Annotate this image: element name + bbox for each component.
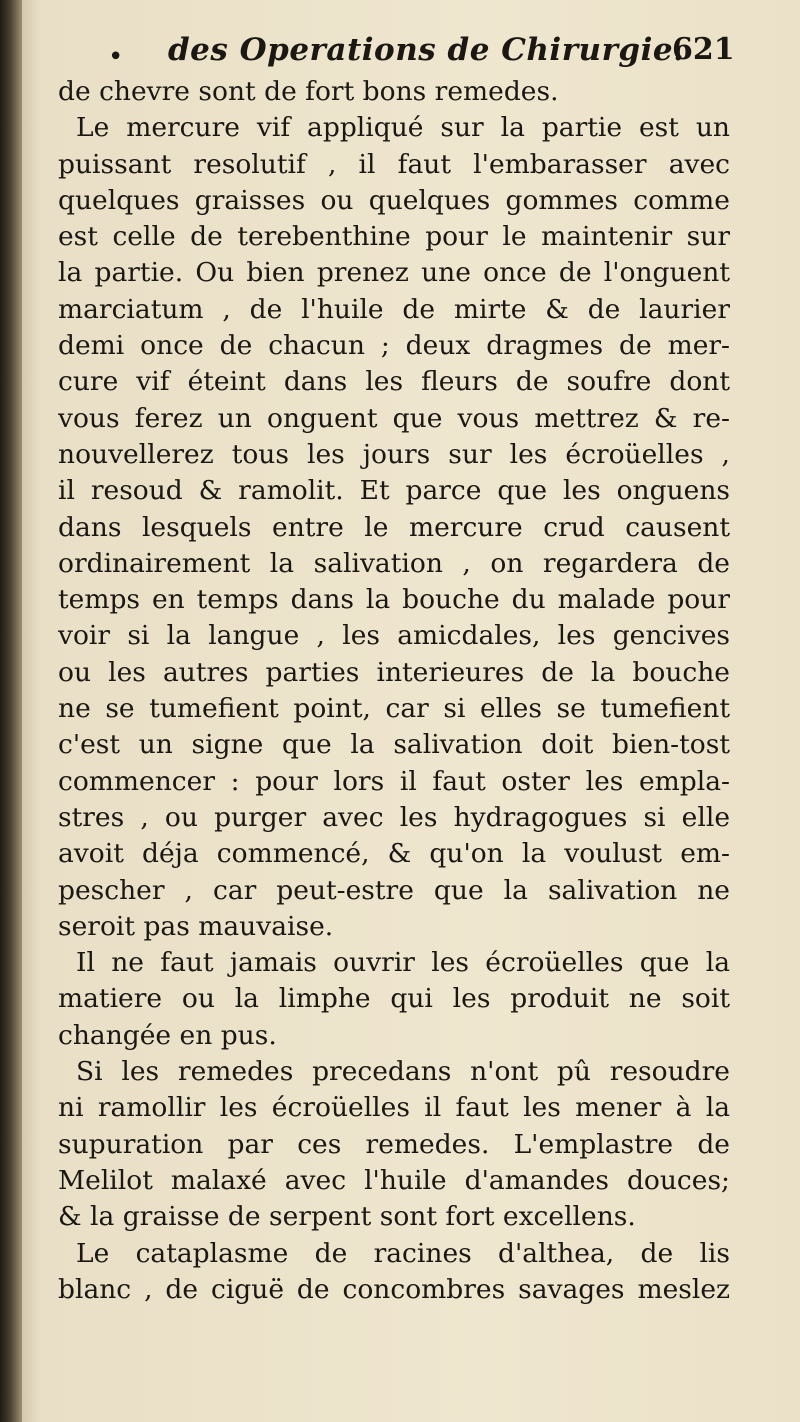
text-line: marciatum , de l'huile de mirte & de laurier bbox=[58, 293, 730, 325]
text-line: cure vif éteint dans les fleurs de soufre dont bbox=[58, 366, 730, 398]
text-line: Le mercure vif appliqué sur la partie est un bbox=[76, 112, 730, 144]
text-line: stres , ou purger avec les hydragogues si elle bbox=[58, 801, 730, 833]
text-line: quelques graisses ou quelques gommes comme bbox=[58, 184, 730, 216]
text-line: dans lesquels entre le mercure crud causent bbox=[58, 511, 730, 543]
body-text bbox=[58, 74, 730, 1308]
book-spine-shadow bbox=[0, 0, 22, 1422]
text-line: supuration par ces remedes. L'emplastre de bbox=[58, 1128, 730, 1160]
running-title: des Operations de Chirurgie. bbox=[168, 32, 685, 68]
text-line: voir si la langue , les amicdales, les gencives bbox=[58, 620, 730, 652]
page-number: 621 bbox=[672, 32, 735, 67]
text-line: nouvellerez tous les jours sur les écroüelles , bbox=[58, 438, 730, 470]
text-line: changée en pus. bbox=[58, 1019, 277, 1051]
text-line: demi once de chacun ; deux dragmes de mer- bbox=[58, 330, 730, 362]
text-line: puissant resolutif , il faut l'embarasser avec bbox=[58, 148, 730, 180]
header-mark: • bbox=[108, 42, 124, 72]
text-line: blanc , de ciguë de concombres savages meslez bbox=[58, 1273, 730, 1305]
text-line: temps en temps dans la bouche du malade pour bbox=[58, 584, 730, 616]
text-line: Si les remedes precedans n'ont pû resoudre bbox=[76, 1056, 730, 1088]
text-line: avoit déja commencé, & qu'on la voulust em- bbox=[58, 838, 730, 870]
text-line: seroit pas mauvaise. bbox=[58, 910, 334, 942]
text-line: est celle de terebenthine pour le maintenir sur bbox=[58, 221, 730, 253]
text-line: ou les autres parties interieures de la bouche bbox=[58, 656, 730, 688]
text-line: ne se tumefient point, car si elles se tumefient bbox=[58, 693, 730, 725]
text-line: vous ferez un onguent que vous mettrez & re- bbox=[58, 402, 730, 434]
text-line: Il ne faut jamais ouvrir les écroüelles que la bbox=[76, 947, 730, 979]
text-line: la partie. Ou bien prenez une once de l'onguent bbox=[58, 257, 730, 289]
text-line: c'est un signe que la salivation doit bien-tost bbox=[58, 729, 730, 761]
text-line: il resoud & ramolit. Et parce que les onguens bbox=[58, 475, 730, 507]
text-line: matiere ou la limphe qui les produit ne soit bbox=[58, 983, 730, 1015]
text-line: pescher , car peut-estre que la salivation ne bbox=[58, 874, 730, 906]
text-line: Melilot malaxé avec l'huile d'amandes douces; bbox=[58, 1164, 730, 1196]
text-line: ni ramollir les écroüelles il faut les mener à la bbox=[58, 1092, 730, 1124]
text-line: commencer : pour lors il faut oster les empla- bbox=[58, 765, 730, 797]
text-line: Le cataplasme de racines d'althea, de lis bbox=[76, 1237, 730, 1269]
text-line: de chevre sont de fort bons remedes. bbox=[58, 76, 559, 107]
text-line: ordinairement la salivation , on regardera de bbox=[58, 547, 730, 579]
text-line: & la graisse de serpent sont fort excellens. bbox=[58, 1201, 636, 1233]
